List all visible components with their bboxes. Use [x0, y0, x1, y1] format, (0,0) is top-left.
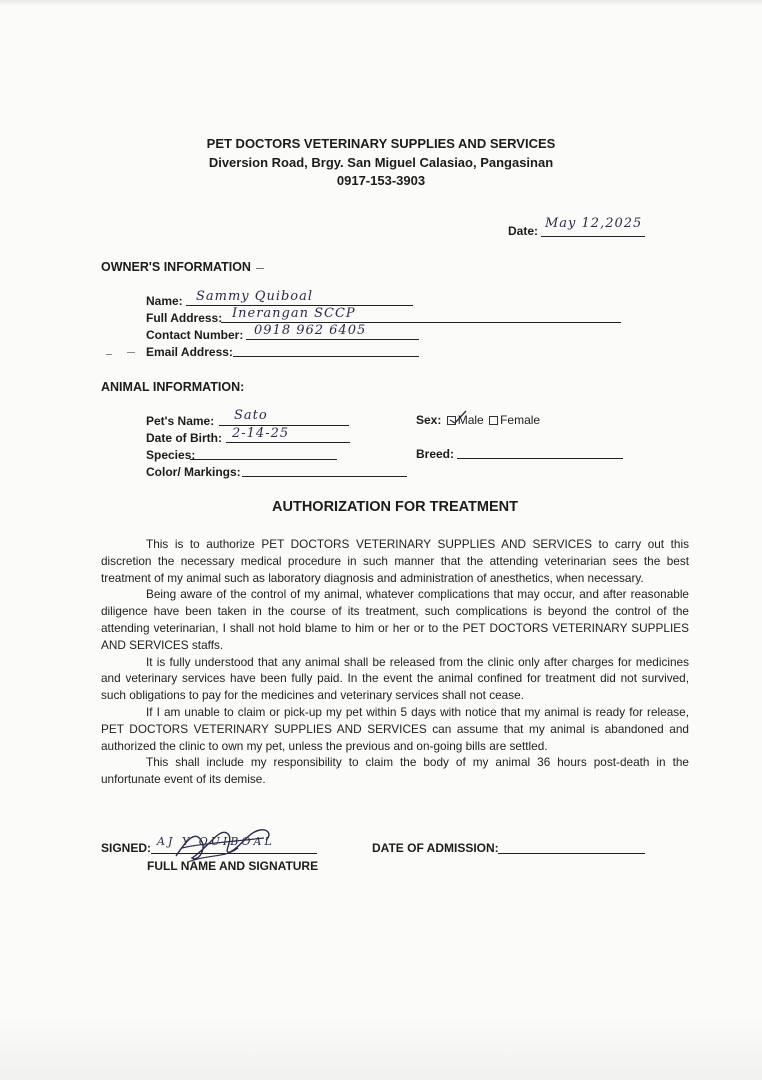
- signed-value: AJ Y QUIBOAL: [157, 835, 275, 848]
- owner-contact-label: Contact Number:: [146, 328, 244, 342]
- scribble-dash: [127, 352, 135, 353]
- scan-edge: [0, 0, 762, 6]
- signature-caption: FULL NAME AND SIGNATURE: [147, 859, 319, 873]
- business-phone: 0917-153-3903: [336, 173, 426, 188]
- authorization-body: [101, 536, 689, 788]
- animal-section-title: ANIMAL INFORMATION:: [101, 380, 245, 394]
- dob-label: Date of Birth:: [146, 431, 222, 445]
- male-checkmark-icon: [448, 410, 468, 426]
- female-option-label: Female: [500, 413, 541, 427]
- authorization-paragraph: This shall include my responsibility to claim the body of my animal 36 hours post-death in the unfortunate event of its demise.: [101, 755, 689, 787]
- color-markings-line: [242, 476, 407, 477]
- owner-name-value: Sammy Quiboal: [196, 289, 314, 304]
- owner-section-title: OWNER'S INFORMATION: [101, 260, 251, 274]
- species-line: [190, 459, 337, 460]
- sex-field: [416, 413, 540, 427]
- signed-label: SIGNED:: [101, 841, 152, 855]
- date-value: May 12,2025: [545, 216, 643, 231]
- business-name: PET DOCTORS VETERINARY SUPPLIES AND SERVICES: [206, 136, 556, 151]
- dob-value: 2-14-25: [232, 426, 290, 441]
- male-option-label: Male: [457, 413, 484, 427]
- scribble-dash: [106, 354, 112, 355]
- owner-address-label: Full Address:: [146, 311, 223, 325]
- owner-address-value: Inerangan SCCP: [232, 306, 356, 321]
- scan-edge: [0, 1018, 762, 1080]
- authorization-paragraph: It is fully understood that any animal shall be released from the clinic only after charges for medicines and veterinary services have been fully paid. In the event the animal confined for treatment did not survived, such obligations to pay for the medicines and veterinary services shall not cease.: [101, 654, 689, 703]
- admission-line: [498, 853, 645, 854]
- authorization-paragraph: Being aware of the control of my animal, whatever complications that may occur, and after reasonable diligence have been taken in the course of its treatment, such complications is beyond the control of the attending veterinarian, I shall not hold blame to him or her or to the PET DOCTORS VETERINARY SUPPLIES AND SERVICES staffs.: [101, 587, 689, 652]
- admission-label: DATE OF ADMISSION:: [372, 841, 499, 855]
- pet-name-value: Sato: [234, 408, 268, 423]
- owner-contact-line: [246, 339, 419, 340]
- dob-line: [226, 442, 350, 443]
- authorization-paragraph: If I am unable to claim or pick-up my pet within 5 days with notice that my animal is ready for release, PET DOCTORS VETERINARY SUPPLIES AND SERVICES can assume that my animal is abandoned and authorized the clinic to own my pet, unless the previous and on-going bills are settled.: [101, 704, 689, 753]
- owner-email-line: [233, 356, 419, 357]
- female-checkbox[interactable]: [489, 416, 498, 425]
- date-label: Date:: [508, 224, 539, 238]
- authorization-title: AUTHORIZATION FOR TREATMENT: [272, 499, 518, 515]
- sex-label: Sex:: [416, 413, 442, 427]
- scribble-dash: [256, 268, 264, 269]
- color-markings-label: Color/ Markings:: [146, 465, 241, 479]
- pet-name-label: Pet's Name:: [146, 414, 215, 428]
- date-line: [541, 236, 645, 237]
- owner-contact-value: 0918 962 6405: [254, 323, 367, 338]
- owner-name-label: Name:: [146, 294, 183, 308]
- breed-label: Breed:: [416, 447, 455, 461]
- business-address: Diversion Road, Brgy. San Miguel Calasiao, Pangasinan: [208, 155, 554, 170]
- authorization-paragraph: This is to authorize PET DOCTORS VETERINARY SUPPLIES AND SERVICES to carry out this discretion the necessary medical procedure in such manner that the attending veterinarian sees the best treatment of my animal such as laboratory diagnosis and administration of anesthetics, when necessary.: [101, 537, 689, 585]
- species-label: Species:: [146, 448, 196, 462]
- owner-email-label: Email Address:: [146, 345, 233, 359]
- breed-line: [457, 458, 623, 459]
